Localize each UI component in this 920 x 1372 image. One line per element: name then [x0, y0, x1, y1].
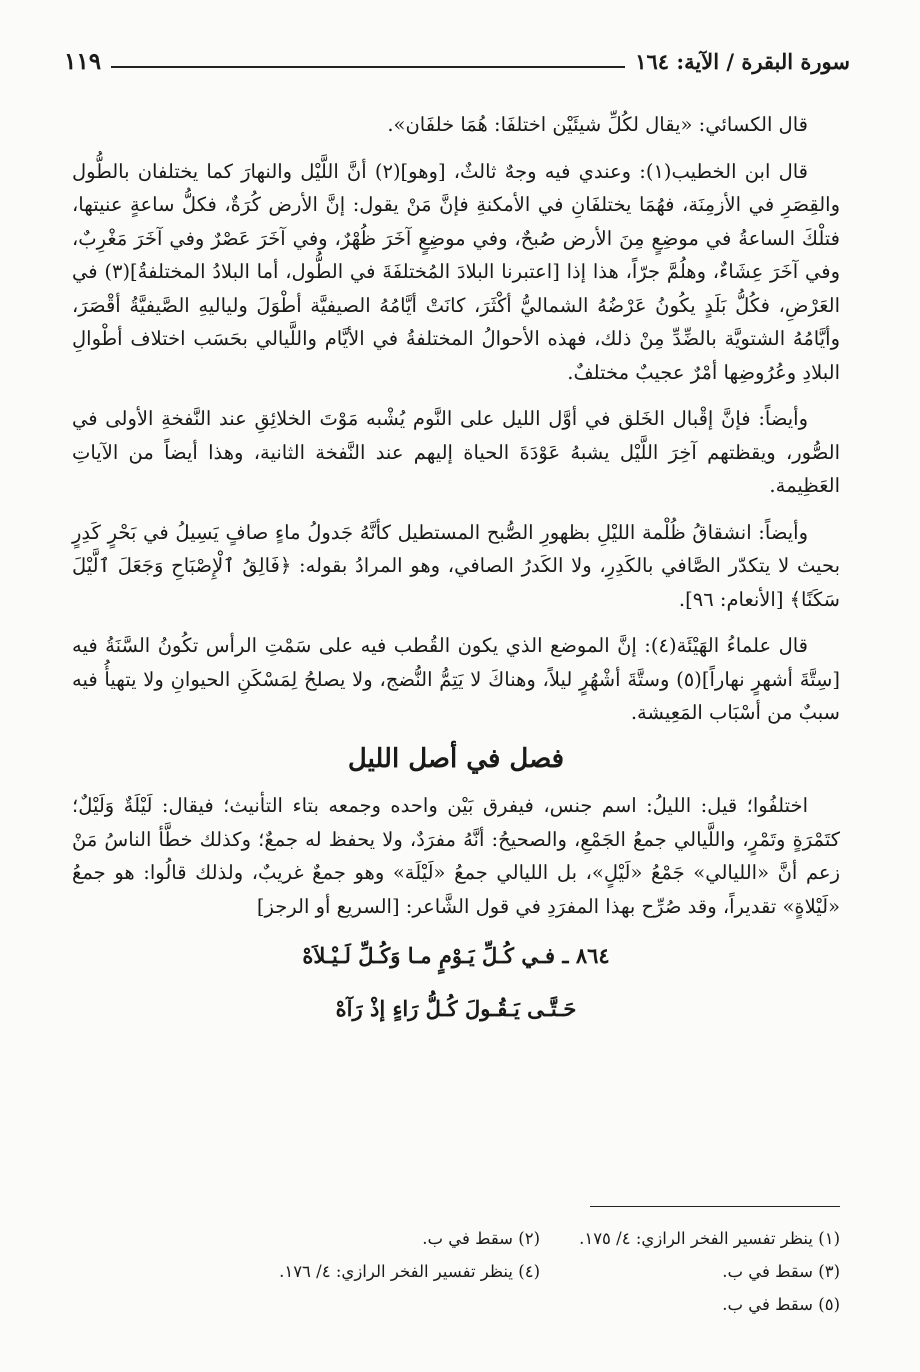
page-number: ١١٩ — [64, 47, 102, 75]
paragraph: اختلفُوا؛ قيل: الليلُ: اسم جنس، فيفرق بَيْن واحده وجمعه بتاء التأنيث؛ فيقال: لَيْلَةٌ وَلَيْلٌ؛ كتَمْرَةٍ وتَمْرٍ، واللَّيالي جمعُ الجَمْعِ، والصحيحُ: أنَّهُ مفرَدٌ، ولا يحفظ له جمعٌ؛ وكذلك خطَّأ الناسُ مَنْ زعم أنَّ «الليالي» جَمْعُ «لَيْلٍ»، بل الليالي جمعُ «لَيْلَة» وهو جمعٌ غريبٌ، ولذلك قالُوا: هو جمعُ «لَيْلاةٍ» تقديراً، وقد صُرِّح بهذا المفرَدِ في قول الشَّاعر: [السريع أو الرجز] — [72, 794, 840, 918]
footnote-row — [200, 1255, 840, 1288]
footnote: (٤) ينظر تفسير الفخر الرازي: ٤/ ١٧٦. — [279, 1262, 540, 1281]
footnote: (١) ينظر تفسير الفخر الرازي: ٤/ ١٧٥. — [579, 1229, 840, 1248]
footnote: (٣) سقط في ب. — [722, 1262, 840, 1281]
page-header — [64, 44, 850, 78]
paragraph: وأيضاً: فإنَّ إقْبال الخَلق في أوَّل الليل على النَّوم يُشْبه مَوْتَ الخلائِقِ عند النَّفخةِ الأولى في الصُّور، ويقظتهم آخِرَ اللَّيْل يشبهُ عَوْدَةَ الحياة إليهم عند النَّفخة الثانية، وهذا أيضاً من الآياتِ العَظِيمة. — [72, 407, 840, 497]
poem-verse: حَـتَّـى يَـقُـولَ كُـلُّ رَاءٍ إذْ رَآهْ — [335, 996, 577, 1021]
header-rule — [111, 66, 625, 68]
main-text — [72, 108, 840, 1042]
footnote-row — [200, 1288, 840, 1321]
paragraph: قال الكسائي: «يقال لكُلِّ شيئَيْن اختلفَا: هُمَا خلفَان». — [387, 113, 808, 136]
footnote: (٢) سقط في ب. — [422, 1229, 540, 1248]
footnote-row — [200, 1222, 840, 1255]
paragraph: قال ابن الخطيب(١): وعندي فيه وجهٌ ثالثٌ، [وهو](٢) أنَّ اللَّيْل والنهارَ كما يختلفان بالطُّول والقِصَرِ في الأزمِنَة، فهُمَا يختلفَانِ في الأمكنةِ فإنَّ مَنْ يقول: إنَّ الأرض كُرَةٌ، فكلُّ ساعةٍ عنيتها، فتلْكَ الساعةُ في موضِعٍ مِنَ الأرض صُبحٌ، وفي موضِعٍ آخَرَ ظُهْرٌ، وفي آخَرَ عَصْرٌ وفي آخَرَ مَغْرِبٌ، وفي آخَرَ عِشَاءٌ، وهلُمَّ جرّاً، هذا إذا [اعتبرنا البلادَ المُختلفَةَ في الطُّول، أما البلادُ المختلفةُ](٣) في العَرْضِ، فكُلُّ بَلَدٍ يكُونُ عَرْضُهُ الشماليُّ أكْثَرَ، كانَتْ أيَّامُهُ الصيفيَّة أطْوَلَ ولياليهِ الصَّيفيَّةُ أقْصَرَ، وأيَّامُهُ الشتويَّة بالضِّدِّ مِنْ ذلك، فهذه الأحوالُ المختلفةُ في الأيَّام واللَّيالي بحَسَب اختلاف أطْوالِ البلادِ وعُرُوضِها أمْرٌ عجيبٌ مختلفٌ. — [72, 159, 840, 384]
footnotes — [200, 1222, 840, 1321]
footnote: (٥) سقط في ب. — [722, 1295, 840, 1314]
paragraph: وأيضاً: انشقاقُ ظُلْمة الليْلِ بظهورِ الصُّبح المستطيل كأنَّهُ جَدولُ ماءٍ صافٍ يَسِيلُ في بَحْرٍ كَدِرٍ بحيث لا يتكدّر الصَّافي بالكَدِرِ، ولا الكَدرُ الصافي، وهو المرادُ بقوله: ﴿فَالِقُ ٱلْإِصْبَاحِ وَجَعَلَ ٱلَّيْلَ سَكَنًا﴾ [الأنعام: ٩٦]. — [72, 520, 840, 611]
section-title: فصل في أصل الليل — [347, 743, 565, 774]
poem-verse: ٨٦٤ ـ فـي كُـلِّ يَـوْمٍ مـا وَكُـلِّ لَـيْـلاَهْ — [302, 943, 610, 968]
running-title: سورة البقرة / الآية: ١٦٤ — [635, 48, 850, 74]
paragraph: قال علماءُ الهَيْئَة(٤): إنَّ الموضع الذي يكون القُطب فيه على سَمْتِ الرأس تكُونُ السَّنَةُ فيه [سِتَّةَ أشهرٍ نهاراً](٥) وستَّةَ أشْهُرٍ ليلاً، وهناكَ لا يَتِمُّ النُّضج، ولا يصلحُ لِمَسْكَنِ الحيوانِ ولا يتهيأُ فيه سببٌ من أسْبَاب المَعِيشة. — [72, 634, 841, 724]
footnote-separator — [590, 1206, 840, 1207]
